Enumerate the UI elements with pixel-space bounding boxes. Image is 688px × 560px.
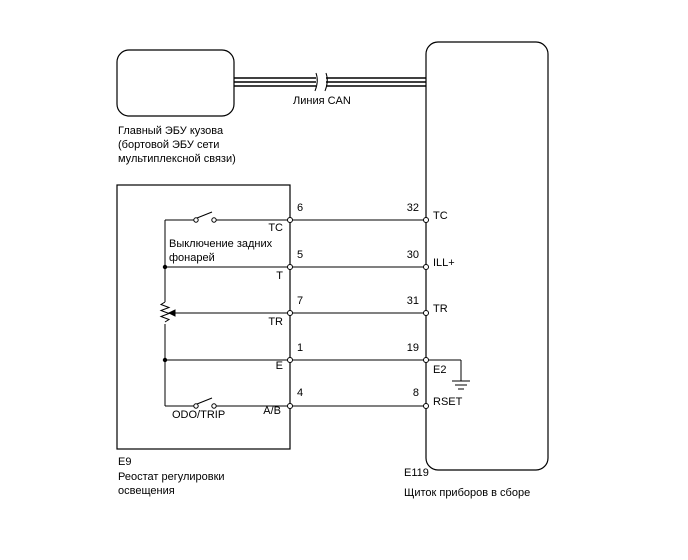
e119-name: Щиток приборов в сборе <box>404 487 531 499</box>
body-ecu-label-line1: Главный ЭБУ кузова <box>118 125 224 137</box>
can-bus-lines <box>234 78 426 86</box>
e119-pin-name-tr: TR <box>433 303 448 315</box>
e119-pin-number: 32 <box>406 202 419 214</box>
e9-pin-number: 1 <box>297 342 304 354</box>
e119-pin-name-ill: ILL+ <box>433 257 455 269</box>
harness-wires <box>290 220 426 406</box>
e9-name-line2: освещения <box>118 485 175 497</box>
e119-pin-number: 31 <box>406 295 419 307</box>
tail-light-switch-label-line1: Выключение задних <box>169 238 273 250</box>
e9-pin-name-e: E <box>275 360 283 372</box>
e119-pin-name-e2: E2 <box>433 364 447 376</box>
e119-code: E119 <box>404 467 429 479</box>
e119-pin-name-rset: RSET <box>433 396 463 408</box>
e119-pin-number: 19 <box>406 342 419 354</box>
e9-pin-name-tc: TC <box>268 222 283 234</box>
body-ecu-label-line3: мультиплексной связи) <box>118 153 236 165</box>
e9-pin-name-ab: A/B <box>263 405 281 417</box>
odo-trip-switch-label: ODO/TRIP <box>172 409 226 421</box>
body-ecu-box <box>117 50 234 116</box>
e9-name-line1: Реостат регулировки <box>118 471 225 483</box>
e9-code: E9 <box>118 456 132 468</box>
e9-pin-number: 5 <box>297 249 304 261</box>
e9-pin-number: 7 <box>297 295 304 307</box>
e9-pin-name-tr: TR <box>268 316 283 328</box>
e119-pin-name-tc: TC <box>433 210 448 222</box>
body-ecu-label-line2: (бортовой ЭБУ сети <box>118 139 220 151</box>
e9-pin-number: 6 <box>297 202 304 214</box>
can-line-label: Линия CAN <box>293 95 351 107</box>
e119-pin-number: 30 <box>406 249 419 261</box>
tail-light-switch-label-line2: фонарей <box>169 252 215 264</box>
e119-pin-number: 8 <box>412 387 419 399</box>
e9-pin-name-t: T <box>276 270 283 282</box>
e9-pin-number: 4 <box>297 387 304 399</box>
can-bus-break-mark <box>315 73 327 91</box>
